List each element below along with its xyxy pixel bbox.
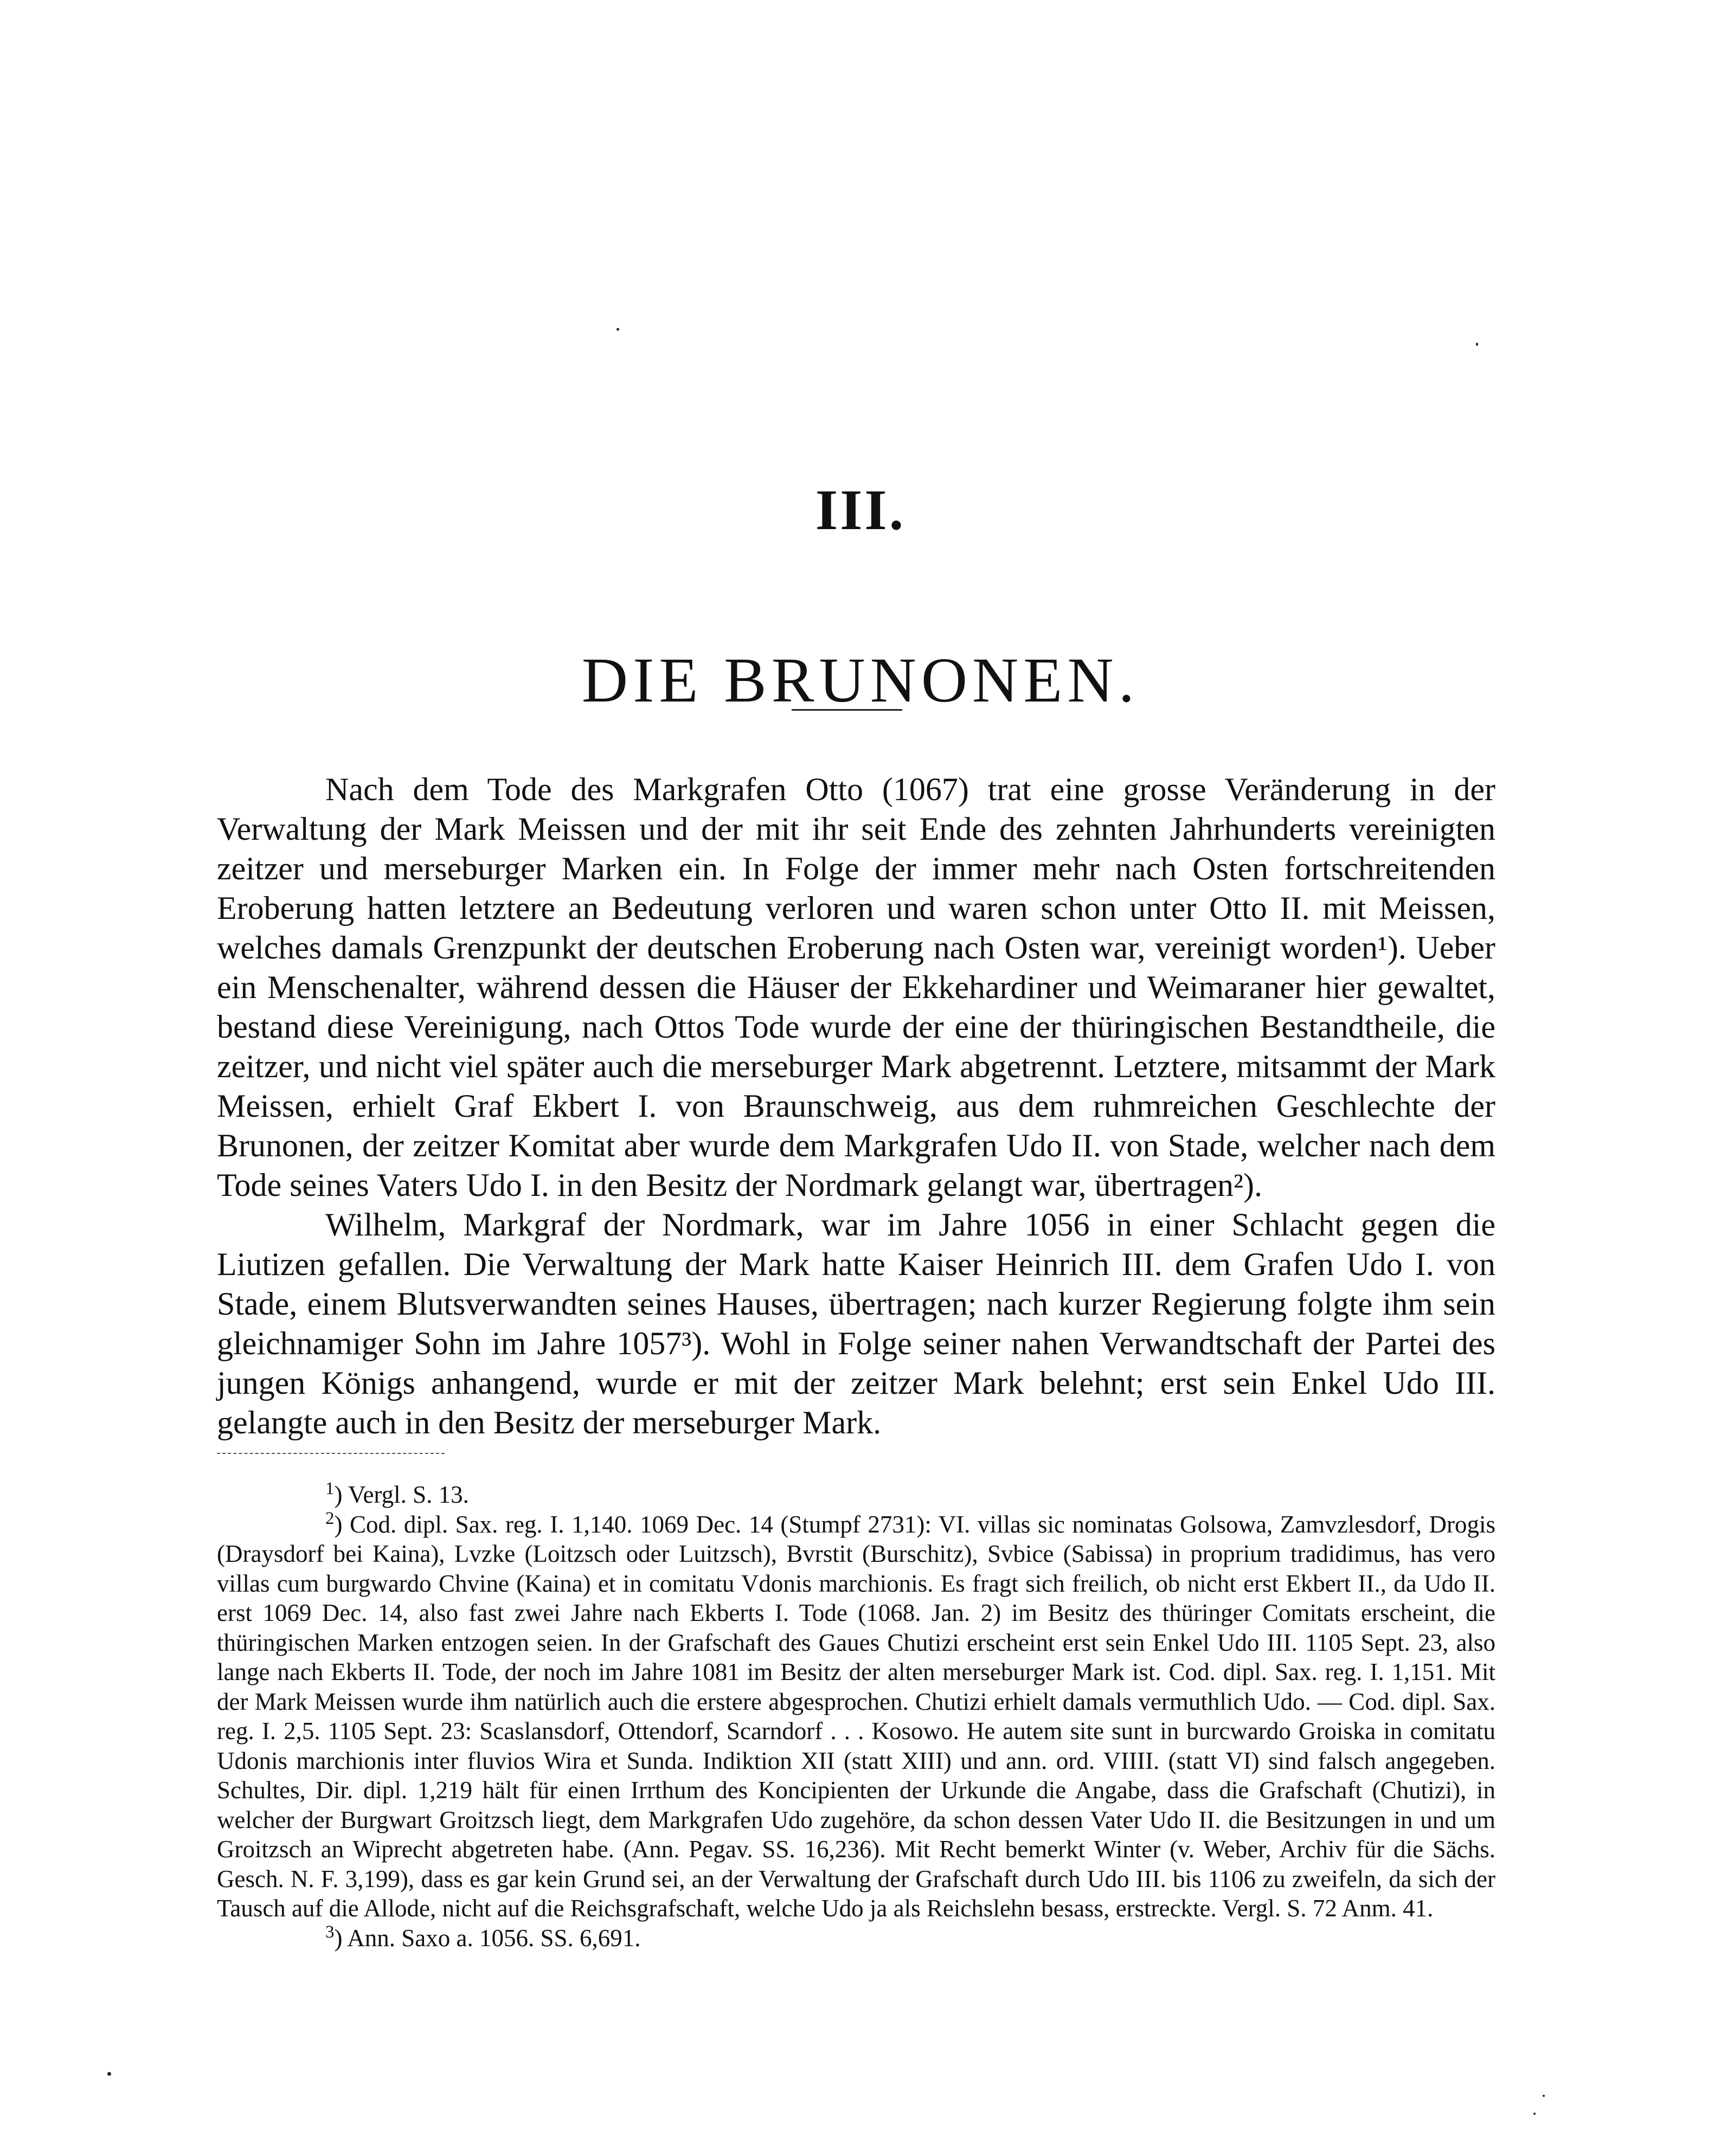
- print-speck: [1476, 343, 1478, 346]
- footnote-mark: 2: [325, 1508, 335, 1528]
- footnote-text: Cod. dipl. Sax. reg. I. 1,140. 1069 Dec. 14 (Stumpf 2731): VI. villas sic nominatas Golsowa, Zamvzlesdorf, Drogis (Draysdorf bei Kaina), Lvzke (Loitzsch oder Luitzsch), Bvrstit (Burschitz), Svbice (Sabissa) in proprium tradidimus, has vero villas cum burgwardo Chvine (Kaina) et in comitatu Vdonis marchionis. Es fragt sich freilich, ob nicht erst Ekbert II., da Udo II. erst 1069 Dec. 14, also fast zwei Jahre nach Ekberts I. Tode (1068. Jan. 2) im Besitz des thüringer Comitats erscheint, die thüringischen Marken entzogen seien. In der Grafschaft des Gaues Chutizi erscheint erst sein Enkel Udo III. 1105 Sept. 23, also lange nach Ekberts II. Tode, der noch im Jahre 1081 im Besitz der alten merseburger Mark ist. Cod. dipl. Sax. reg. I. 1,151. Mit der Mark Meissen wurde ihm natürlich auch die erstere abgesprochen. Chutizi erhielt damals vermuthlich Udo. — Cod. dipl. Sax. reg. I. 2,5. 1105 Sept. 23: Scaslansdorf, Ottendorf, Scarndorf . . . Kosowo. He autem site sunt in burcwardo Groiska in comitatu Udonis marchionis inter fluvios Wira et Sunda. Indiktion XII (statt XIII) und ann. ord. VIIII. (statt VI) sind falsch angegeben. Schultes, Dir. dipl. 1,219 hält für einen Irrthum des Koncipienten der Urkunde die Angabe, dass die Grafschaft (Chutizi), in welcher der Burgwart Groitzsch liegt, dem Markgrafen Udo zugehöre, da schon dessen Vater Udo II. die Besitzungen in und um Groitzsch an Wiprecht abgetreten habe. (Ann. Pegav. SS. 16,236). Mit Recht bemerkt Winter (v. Weber, Archiv für die Sächs. Gesch. N. F. 3,199), dass es gar kein Grund sei, an der Verwaltung der Grafschaft durch Udo III. bis 1106 zu zweifeln, da sich der Tausch auf die Allode, nicht auf die Reichsgrafschaft, welche Udo ja als Reichslehn besass, erstreckte. Vergl. S. 72 Anm. 41.: [217, 1510, 1495, 1922]
- footnote-mark: 1: [325, 1479, 335, 1498]
- footnote: $^2$) Cod. dipl. Sax. reg. I. 1,140. 1069 Dec. 14 (Stumpf 2731): VI. villas sic nominatas Golsowa, Zamvzlesdorf, Drogis (Draysdorf bei Kaina), Lvzke (Loitzsch oder Luitzsch), Bvrstit (Burschitz), Svbice (Sabissa) in proprium tradidimus, has vero villas cum burgwardo Chvine (Kaina) et in comitatu Vdonis marchionis. Es fragt sich freilich, ob nicht erst Ekbert II., da Udo II. erst 1069 Dec. 14, also fast zwei Jahre nach Ekberts I. Tode (1068. Jan. 2) im Besitz des thüringer Comitats erscheint, die thüringischen Marken entzogen seien. In der Grafschaft des Gaues Chutizi erscheint erst sein Enkel Udo III. 1105 Sept. 23, also lange nach Ekberts II. Tode, der noch im Jahre 1081 im Besitz der alten merseburger Mark ist. Cod. dipl. Sax. reg. I. 1,151. Mit der Mark Meissen wurde ihm natürlich auch die erstere abgesprochen. Chutizi erhielt damals vermuthlich Udo. — Cod. dipl. Sax. reg. I. 2,5. 1105 Sept. 23: Scaslansdorf, Ottendorf, Scarndorf . . . Kosowo. He autem site sunt in burcwardo Groiska in comitatu Udonis marchionis inter fluvios Wira et Sunda. Indiktion XII (statt XIII) und ann. ord. VIIII. (statt VI) sind falsch angegeben. Schultes, Dir. dipl. 1,219 hält für einen Irrthum des Koncipienten der Urkunde die Angabe, dass die Grafschaft (Chutizi), in welcher der Burgwart Groitzsch liegt, dem Markgrafen Udo zugehöre, da schon dessen Vater Udo II. die Besitzungen in und um Groitzsch an Wiprecht abgetreten habe. (Ann. Pegav. SS. 16,236). Mit Recht bemerkt Winter (v. Weber, Archiv für die Sächs. Gesch. N. F. 3,199), dass es gar kein Grund sei, an der Verwaltung der Grafschaft durch Udo III. bis 1106 zu zweifeln, da sich der Tausch auf die Allode, nicht auf die Reichsgrafschaft, welche Udo ja als Reichslehn besass, erstreckte. Vergl. S. 72 Anm. 41.: [217, 1508, 1495, 1922]
- footnote-separator: [217, 1453, 445, 1454]
- footnote-text: Vergl. S. 13.: [348, 1481, 469, 1508]
- print-speck: [617, 328, 619, 331]
- footnote-mark: 3: [325, 1922, 335, 1942]
- body-paragraph: Wilhelm, Markgraf der Nordmark, war im Jahre 1056 in einer Schlacht gegen die Liutizen gefallen. Die Verwaltung der Mark hatte Kaiser Heinrich III. dem Grafen Udo I. von Stade, einem Blutsverwandten seines Hauses, übertragen; nach kurzer Regierung folgte ihm sein gleichnamiger Sohn im Jahre 1057³). Wohl in Folge seiner nahen Verwandtschaft der Partei des jungen Königs anhangend, wurde er mit der zeitzer Mark belehnt; erst sein Enkel Udo III. gelangte auch in den Besitz der merseburger Mark.: [217, 1207, 1495, 1440]
- print-speck: [1543, 2095, 1545, 2097]
- footnote-text: Ann. Saxo a. 1056. SS. 6,691.: [347, 1924, 641, 1952]
- print-speck: [107, 2072, 111, 2076]
- footnote: $^1$) Vergl. S. 13.: [325, 1479, 469, 1508]
- title-rule: [792, 709, 902, 711]
- print-speck: [1533, 2113, 1536, 2115]
- chapter-number: III.: [815, 478, 906, 542]
- chapter-title: DIE BRUNONEN.: [581, 645, 1140, 716]
- body-paragraph: Nach dem Tode des Markgrafen Otto (1067) trat eine grosse Veränderung in der Verwaltung der Mark Meissen und der mit ihr seit Ende des zehnten Jahrhunderts vereinigten zeitzer und merseburger Marken ein. In Folge der immer mehr nach Osten fortschreitenden Eroberung hatten letztere an Bedeutung verloren und waren schon unter Otto II. mit Meissen, welches damals Grenzpunkt der deutschen Eroberung nach Osten war, vereinigt worden¹). Ueber ein Menschenalter, während dessen die Häuser der Ekkehardiner und Weimaraner hier gewaltet, bestand diese Vereinigung, nach Ottos Tode wurde der eine der thüringischen Bestandtheile, die zeitzer, und nicht viel später auch die merseburger Mark abgetrennt. Letztere, mitsammt der Mark Meissen, erhielt Graf Ekbert I. von Braunschweig, aus dem ruhmreichen Geschlechte der Brunonen, der zeitzer Komitat aber wurde dem Markgrafen Udo II. von Stade, welcher nach dem Tode seines Vaters Udo I. in den Besitz der Nordmark gelangt war, übertragen²).: [217, 771, 1495, 1203]
- footnote: $^3$) Ann. Saxo a. 1056. SS. 6,691.: [325, 1922, 641, 1952]
- main-text: [217, 770, 1495, 1443]
- footnotes: [217, 1480, 1495, 1953]
